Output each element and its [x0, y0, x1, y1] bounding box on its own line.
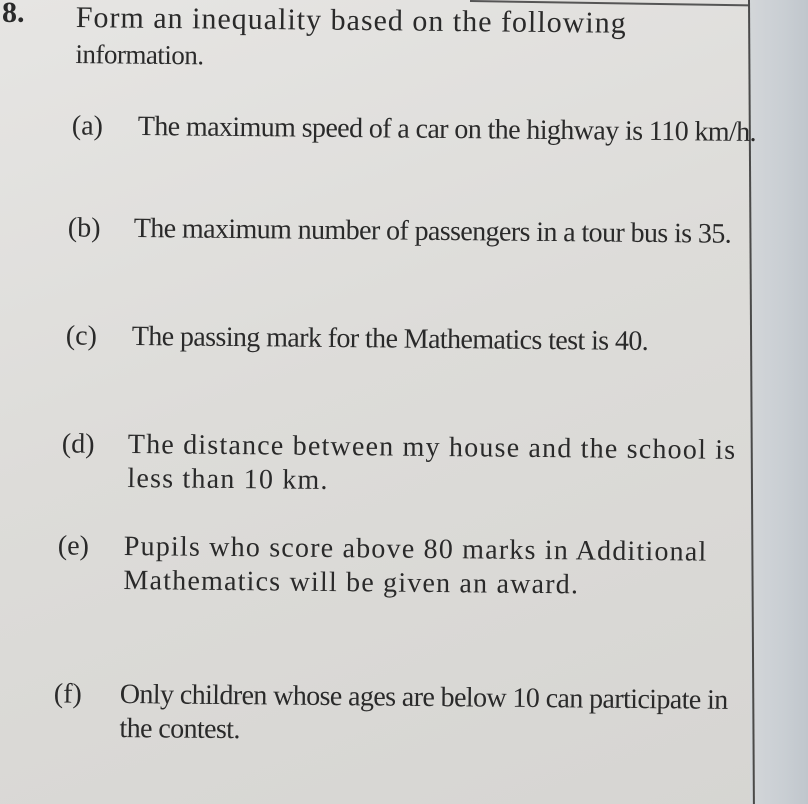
part-label: (e) [57, 530, 90, 562]
part-label: (d) [61, 428, 95, 460]
part-f [53, 678, 740, 752]
part-label: (b) [67, 212, 101, 244]
part-label: (c) [65, 320, 98, 352]
question-stem [75, 0, 756, 79]
part-text: Only children whose ages are below 10 can participate in the contest. [119, 678, 728, 746]
background-edge [750, 0, 808, 804]
part-e [57, 530, 744, 604]
question-stem-line2: information. [75, 38, 204, 71]
part-label: (f) [53, 678, 82, 710]
part-text: The maximum speed of a car on the highway is 110 km/h. [137, 110, 757, 148]
part-a [71, 110, 758, 150]
part-c [65, 320, 752, 360]
part-text: Pupils who score above 80 marks in Additional Mathematics will be given an award. [123, 530, 708, 601]
part-text: The maximum number of passengers in a tour bus is 35. [133, 212, 732, 250]
part-b [67, 212, 754, 252]
question-number: 8. [2, 0, 25, 29]
part-text: The distance between my house and the school is less than 10 km. [127, 428, 737, 496]
part-text: The passing mark for the Mathematics test is 40. [131, 320, 649, 357]
part-label: (a) [71, 110, 104, 142]
question-stem-line1: Form an inequality based on the following [75, 0, 627, 40]
part-d [61, 428, 748, 502]
